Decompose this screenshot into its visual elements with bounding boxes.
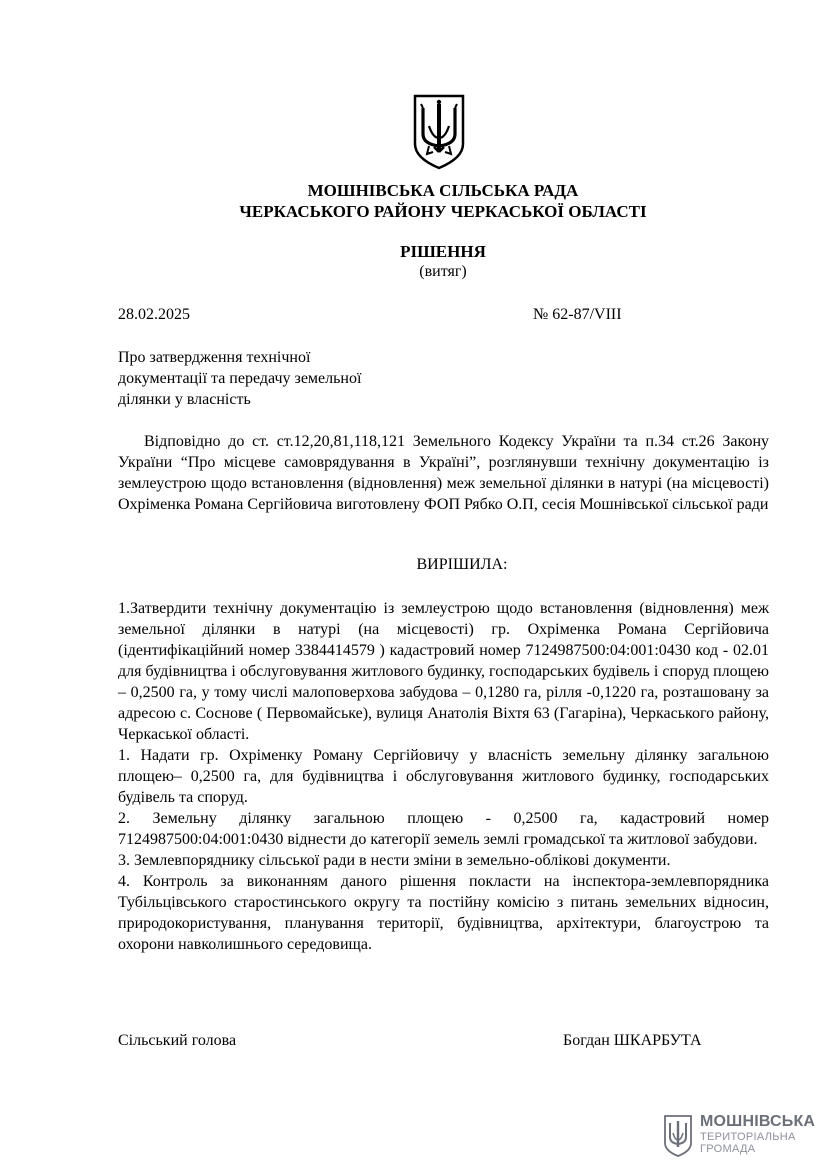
logo-subtitle: ГРОМАДА — [700, 1143, 756, 1155]
community-logo — [664, 1113, 814, 1161]
resolution-item: 2. Земельну ділянку загальною площею - 0,2500 га, кадастровий номер 7124987500:04:001:0430 віднести до категорії земель землі громадської та житлової забудови. — [118, 810, 769, 848]
decision-subject — [118, 347, 418, 410]
document-subtype: (витяг) — [419, 263, 467, 280]
trident-logo-icon — [664, 1115, 692, 1157]
decision-date: 28.02.2025 — [118, 306, 190, 323]
resolution-item: 3. Землевпоряднику сільської ради в нести зміни в земельно-облікові документи. — [118, 852, 671, 869]
organization-region: ЧЕРКАСЬКОГО РАЙОНУ ЧЕРКАСЬКОЇ ОБЛАСТІ — [239, 202, 647, 221]
document-type: РІШЕННЯ — [400, 242, 486, 261]
resolved-heading: ВИРІШИЛА: — [416, 556, 508, 573]
signatory-name: Богдан ШКАРБУТА — [563, 1032, 702, 1049]
subject-line: Про затвердження технічної — [118, 349, 311, 366]
resolution-items — [118, 598, 769, 955]
subject-line: документації та передачу земельної — [118, 370, 362, 387]
preamble-paragraph: Відповідно до ст. ст.12,20,81,118,121 Земельного Кодексу України та п.34 ст.26 Закону України “Про місцеве самоврядування в Україні”, розглянувши технічну документацію із землеустрою щодо встановлення (відновлення) меж земельної ділянки в натурі (на місцевості) Охріменка Романа Сергійовича виготовлену ФОП Рябко О.П, сесія Мошнівської сільської ради — [118, 433, 769, 513]
organization-name: МОШНІВСЬКА СІЛЬСЬКА РАДА — [307, 181, 579, 200]
logo-subtitle: ТЕРИТОРІАЛЬНА — [700, 1131, 796, 1143]
resolution-item: 1. Надати гр. Охріменку Роману Сергійовичу у власність земельну ділянку загальною площею– 0,2500 га, для будівництва і обслуговування житлового будинку, господарських будівель та споруд. — [118, 747, 769, 806]
logo-title: МОШНІВСЬКА — [700, 1113, 816, 1130]
trident-coat-of-arms-icon — [413, 94, 465, 170]
signatory-position: Сільський голова — [118, 1032, 237, 1049]
resolution-item: 1.Затвердити технічну документацію із землеустрою щодо встановлення (відновлення) меж земельної ділянки в натурі (на місцевості) гр. Охріменка Романа Сергійовича (ідентифікаційний номер 3384414579 ) кадастровий номер 7124987500:04:001:0430 код - 02.01 для будівництва і обслуговування житлового будинку, господарських будівель і споруд площею – 0,2500 га, у тому числі малоповерхова забудова – 0,1280 га, рілля -0,1220 га, розташовану за адресою с. Соснове ( Первомайське), вулиця Анатолія Віхтя 63 (Гагаріна), Черкаського району, Черкаської області. — [118, 600, 769, 743]
resolution-item: 4. Контроль за виконанням даного рішення покласти на інспектора-землевпорядника Тубільцівського старостинського округу та постійну комісію з питань земельних відносин, природокористування, планування території, будівництва, архітектури, благоустрою та охорони навколишнього середовища. — [118, 873, 769, 953]
subject-line: ділянки у власність — [118, 391, 251, 408]
decision-number: № 62-87/VIII — [533, 306, 622, 323]
